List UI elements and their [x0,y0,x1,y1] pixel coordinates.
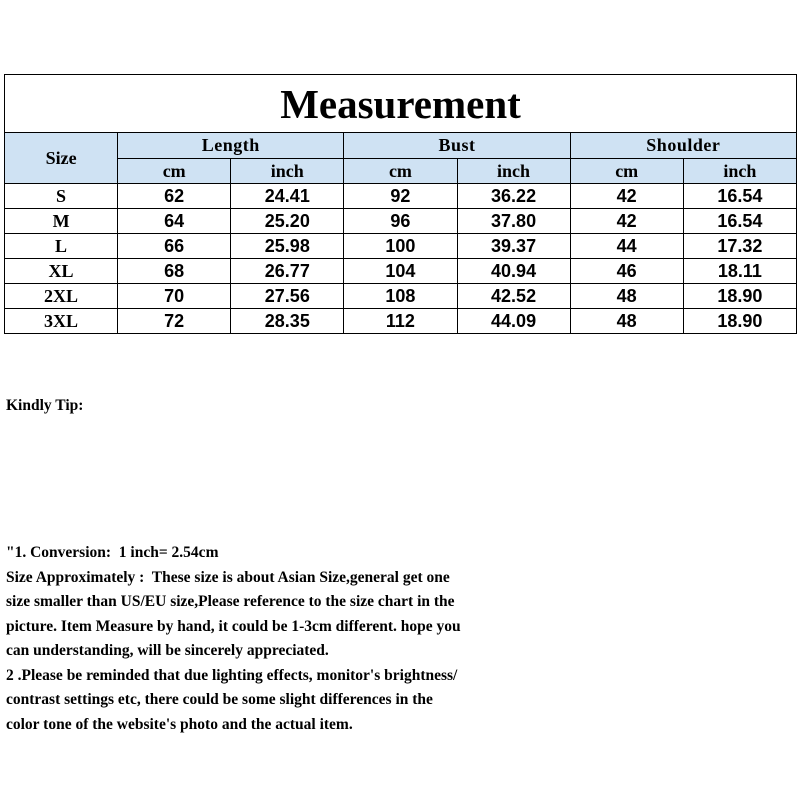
value-cell: 18.90 [683,284,796,309]
size-cell: S [5,184,118,209]
value-cell: 40.94 [457,259,570,284]
value-cell: 16.54 [683,184,796,209]
table-row [5,284,797,309]
value-cell: 70 [118,284,231,309]
value-cell: 16.54 [683,209,796,234]
size-cell: L [5,234,118,259]
unit-header: inch [231,159,344,184]
tip-line: picture. Item Measure by hand, it could be 1-3cm different. hope you [6,617,461,635]
value-cell: 68 [118,259,231,284]
value-cell: 62 [118,184,231,209]
unit-header: cm [344,159,457,184]
table-row [5,209,797,234]
size-header: Size [5,133,118,184]
value-cell: 18.90 [683,309,796,334]
value-cell: 100 [344,234,457,259]
value-cell: 112 [344,309,457,334]
table-row [5,309,797,334]
unit-header: cm [570,159,683,184]
value-cell: 104 [344,259,457,284]
group-header-shoulder: Shoulder [570,133,796,159]
table-row [5,184,797,209]
table-title: Measurement [5,75,797,133]
value-cell: 39.37 [457,234,570,259]
value-cell: 42 [570,209,683,234]
value-cell: 48 [570,309,683,334]
value-cell: 17.32 [683,234,796,259]
value-cell: 92 [344,184,457,209]
size-cell: 2XL [5,284,118,309]
value-cell: 26.77 [231,259,344,284]
value-cell: 42 [570,184,683,209]
tips-spacer [6,468,786,493]
unit-header: inch [683,159,796,184]
size-cell: 3XL [5,309,118,334]
kindly-tips [6,345,786,762]
tip-line: Size Approximately : These size is about Asian Size,general get one [6,568,450,586]
size-cell: XL [5,259,118,284]
value-cell: 27.56 [231,284,344,309]
value-cell: 42.52 [457,284,570,309]
value-cell: 25.98 [231,234,344,259]
tips-lines [6,541,786,737]
table-body [5,184,797,334]
unit-header: inch [457,159,570,184]
value-cell: 36.22 [457,184,570,209]
value-cell: 66 [118,234,231,259]
value-cell: 25.20 [231,209,344,234]
tips-heading: Kindly Tip: [6,397,84,414]
value-cell: 108 [344,284,457,309]
value-cell: 24.41 [231,184,344,209]
value-cell: 72 [118,309,231,334]
value-cell: 37.80 [457,209,570,234]
size-chart-table [4,74,797,334]
tip-line: 2 .Please be reminded that due lighting effects, monitor's brightness/ [6,666,458,684]
group-header-bust: Bust [344,133,570,159]
tip-line: size smaller than US/EU size,Please reference to the size chart in the [6,593,455,610]
value-cell: 18.11 [683,259,796,284]
tip-line: can understanding, will be sincerely appreciated. [6,642,329,659]
tip-line: "1. Conversion: 1 inch= 2.54cm [6,544,219,561]
size-cell: M [5,209,118,234]
value-cell: 96 [344,209,457,234]
value-cell: 48 [570,284,683,309]
table-row [5,259,797,284]
value-cell: 64 [118,209,231,234]
value-cell: 44 [570,234,683,259]
unit-header: cm [118,159,231,184]
value-cell: 28.35 [231,309,344,334]
tip-line: color tone of the website's photo and the actual item. [6,715,353,733]
value-cell: 44.09 [457,309,570,334]
tip-line: contrast settings etc, there could be some slight differences in the [6,691,433,708]
group-header-length: Length [118,133,344,159]
value-cell: 46 [570,259,683,284]
table-row [5,234,797,259]
